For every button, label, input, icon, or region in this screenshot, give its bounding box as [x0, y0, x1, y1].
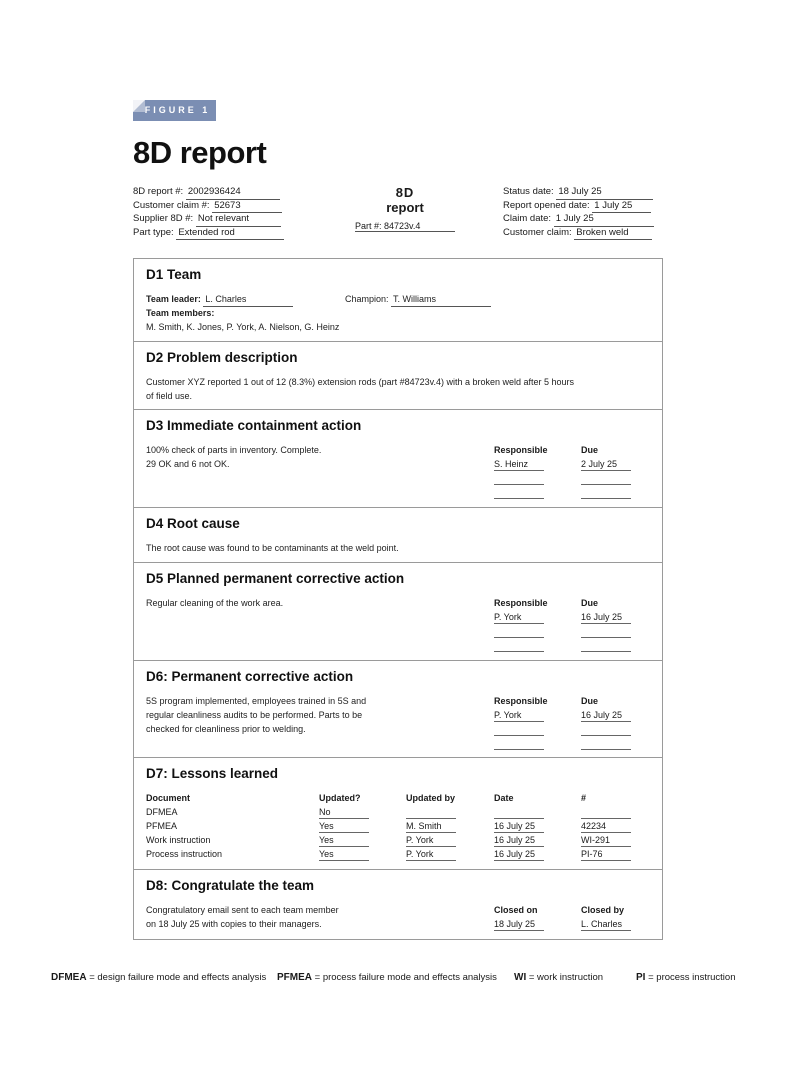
column-header: Updated? [319, 793, 361, 803]
champion-field [345, 292, 491, 307]
legend-dfmea [51, 972, 266, 983]
closed-on-value: 18 July 25 [494, 917, 544, 931]
section-title: D6: Permanent corrective action [146, 669, 354, 684]
section-d1-team [134, 259, 662, 342]
customer-claim-field [503, 227, 654, 241]
legend-pi [636, 972, 735, 983]
blank-line [494, 638, 544, 652]
document-cell: PFMEA [146, 821, 178, 831]
field-label: Report opened date: [503, 199, 590, 211]
supplier-8d-field [133, 213, 284, 227]
part-number-label: Part #: [355, 221, 382, 231]
legend-meaning: design failure mode and effects analysis [97, 972, 267, 983]
team-leader-field [146, 292, 293, 307]
blank-line [494, 736, 544, 750]
legend-sep: = [526, 972, 538, 983]
due-label: Due [581, 696, 599, 706]
responsible-label: Responsible [494, 445, 548, 455]
section-title: D7: Lessons learned [146, 766, 279, 781]
section-d6-permanent-action [134, 661, 662, 758]
number-cell: PI-76 [581, 847, 631, 861]
part-number-field [355, 221, 455, 232]
customer-claim-number-field [133, 200, 284, 214]
containment-text-line-1: 100% check of parts in inventory. Complete. [146, 445, 322, 455]
section-title: D2 Problem description [146, 350, 298, 365]
report-number-field [133, 186, 284, 200]
claim-date-field [503, 213, 654, 227]
legend-wi [514, 972, 603, 983]
column-header: Document [146, 793, 191, 803]
responsible-column [494, 596, 548, 652]
number-cell [581, 805, 631, 819]
field-label: Customer claim #: [133, 199, 210, 211]
part-type-field [133, 227, 284, 241]
number-column [581, 791, 631, 861]
date-cell: 16 July 25 [494, 833, 544, 847]
legend-meaning: work instruction [537, 972, 604, 983]
header-right-fields [503, 186, 654, 240]
blank-line [581, 736, 631, 750]
blank-line [581, 471, 631, 485]
responsible-column [494, 443, 548, 499]
part-number-value: 84723v.4 [384, 221, 421, 231]
champion-value: T. Williams [391, 292, 491, 307]
report-number-value: 2002936424 [186, 186, 280, 200]
blank-line [494, 485, 544, 499]
permanent-action-line-2: regular cleanliness audits to be performed. Parts to be [146, 710, 363, 720]
team-members-list: M. Smith, K. Jones, P. York, A. Nielson, G. Heinz [146, 322, 340, 332]
status-date-value: 18 July 25 [556, 186, 653, 200]
legend-abbr: DFMEA [51, 972, 87, 983]
team-members-label: Team members: [146, 308, 215, 318]
champion-label: Champion: [345, 294, 389, 304]
date-column [494, 791, 544, 861]
updated-cell: Yes [319, 833, 369, 847]
permanent-action-line-3: checked for cleanliness prior to welding. [146, 724, 306, 734]
header-8d: 8D [395, 185, 415, 200]
page-title: 8D report [133, 135, 267, 170]
blank-line [581, 485, 631, 499]
legend-sep: = [86, 972, 98, 983]
blank-line [581, 638, 631, 652]
congratulate-text-line-2: on 18 July 25 with copies to their managers. [146, 919, 322, 929]
due-column [581, 596, 631, 652]
legend-abbr: PFMEA [277, 972, 312, 983]
field-label: Supplier 8D #: [133, 213, 194, 224]
updated-by-column [406, 791, 456, 861]
section-d4-root-cause [134, 508, 662, 563]
legend-sep: = [645, 972, 657, 983]
permanent-action-line-1: 5S program implemented, employees trained in 5S and [146, 696, 367, 706]
column-header: Date [494, 793, 514, 803]
legend-abbr: WI [514, 972, 527, 983]
responsible-column [494, 694, 548, 750]
field-label: Status date: [503, 186, 554, 197]
section-d3-containment [134, 410, 662, 508]
due-value: 16 July 25 [581, 708, 631, 722]
responsible-label: Responsible [494, 598, 548, 608]
responsible-value: S. Heinz [494, 457, 544, 471]
due-value: 16 July 25 [581, 610, 631, 624]
responsible-value: P. York [494, 708, 544, 722]
document-cell: DFMEA [146, 807, 178, 817]
updated-cell: No [319, 805, 369, 819]
due-value: 2 July 25 [581, 457, 631, 471]
updated-by-cell: P. York [406, 847, 456, 861]
section-title: D5 Planned permanent corrective action [146, 571, 405, 586]
team-leader-label: Team leader: [146, 294, 201, 304]
due-label: Due [581, 598, 599, 608]
problem-text-line-2: of field use. [146, 391, 193, 401]
header-report: report [386, 200, 424, 215]
document-cell: Work instruction [146, 835, 211, 845]
status-date-field [503, 186, 654, 200]
document-column [146, 791, 222, 861]
responsible-label: Responsible [494, 696, 548, 706]
claim-date-value: 1 July 25 [554, 213, 654, 227]
number-cell: WI-291 [581, 833, 631, 847]
section-d8-congratulate [134, 870, 662, 939]
closed-on-column [494, 903, 544, 931]
root-cause-text: The root cause was found to be contaminants at the weld point. [146, 543, 399, 553]
blank-line [581, 722, 631, 736]
blank-line [494, 471, 544, 485]
field-label: 8D report #: [133, 186, 184, 197]
report-opened-date-value: 1 July 25 [592, 200, 651, 214]
header-left-fields [133, 186, 284, 240]
updated-by-cell: M. Smith [406, 819, 456, 833]
due-column [581, 694, 631, 750]
updated-cell: Yes [319, 819, 369, 833]
blank-line [494, 722, 544, 736]
section-title: D8: Congratulate the team [146, 878, 315, 893]
blank-line [494, 624, 544, 638]
due-column [581, 443, 631, 499]
customer-claim-number-value: 52673 [212, 200, 282, 214]
congratulate-text-line-1: Congratulatory email sent to each team member [146, 905, 339, 915]
section-d5-planned-action [134, 563, 662, 661]
customer-claim-value: Broken weld [574, 227, 652, 241]
blank-line [581, 624, 631, 638]
folded-corner-icon [133, 100, 145, 112]
updated-by-cell: P. York [406, 833, 456, 847]
legend-abbr: PI [636, 972, 646, 983]
legend-meaning: process failure mode and effects analysis [322, 972, 497, 983]
date-cell: 16 July 25 [494, 819, 544, 833]
due-label: Due [581, 445, 599, 455]
responsible-value: P. York [494, 610, 544, 624]
header-center-title [345, 186, 465, 234]
section-d7-lessons-learned [134, 758, 662, 870]
column-header: # [581, 793, 587, 803]
field-label: Customer claim: [503, 226, 572, 238]
closed-by-value: L. Charles [581, 917, 631, 931]
section-title: D3 Immediate containment action [146, 418, 362, 433]
date-cell [494, 805, 544, 819]
column-header: Updated by [406, 793, 456, 803]
field-label: Claim date: [503, 213, 552, 224]
section-title: D1 Team [146, 267, 202, 282]
planned-action-text: Regular cleaning of the work area. [146, 598, 284, 608]
closed-by-column [581, 903, 631, 931]
legend-pfmea [277, 972, 497, 983]
legend-meaning: process instruction [656, 972, 736, 983]
section-title: D4 Root cause [146, 516, 240, 531]
problem-text-line-1: Customer XYZ reported 1 out of 12 (8.3%) extension rods (part #84723v.4) with a broken weld after 5 hours [146, 377, 575, 387]
figure-badge [133, 100, 216, 121]
closed-on-label: Closed on [494, 905, 538, 915]
report-box [133, 258, 663, 940]
updated-cell: Yes [319, 847, 369, 861]
updated-column [319, 791, 369, 861]
report-opened-date-field [503, 200, 654, 214]
legend-sep: = [312, 972, 323, 983]
containment-text-line-2: 29 OK and 6 not OK. [146, 459, 230, 469]
supplier-8d-value: Not relevant [196, 213, 281, 227]
updated-by-cell [406, 805, 456, 819]
figure-label: FIGURE 1 [144, 105, 211, 115]
part-type-value: Extended rod [176, 227, 284, 241]
team-leader-value: L. Charles [203, 292, 293, 307]
date-cell: 16 July 25 [494, 847, 544, 861]
closed-by-label: Closed by [581, 905, 625, 915]
document-cell: Process instruction [146, 849, 223, 859]
number-cell: 42234 [581, 819, 631, 833]
field-label: Part type: [133, 226, 174, 238]
section-d2-problem-description [134, 342, 662, 410]
